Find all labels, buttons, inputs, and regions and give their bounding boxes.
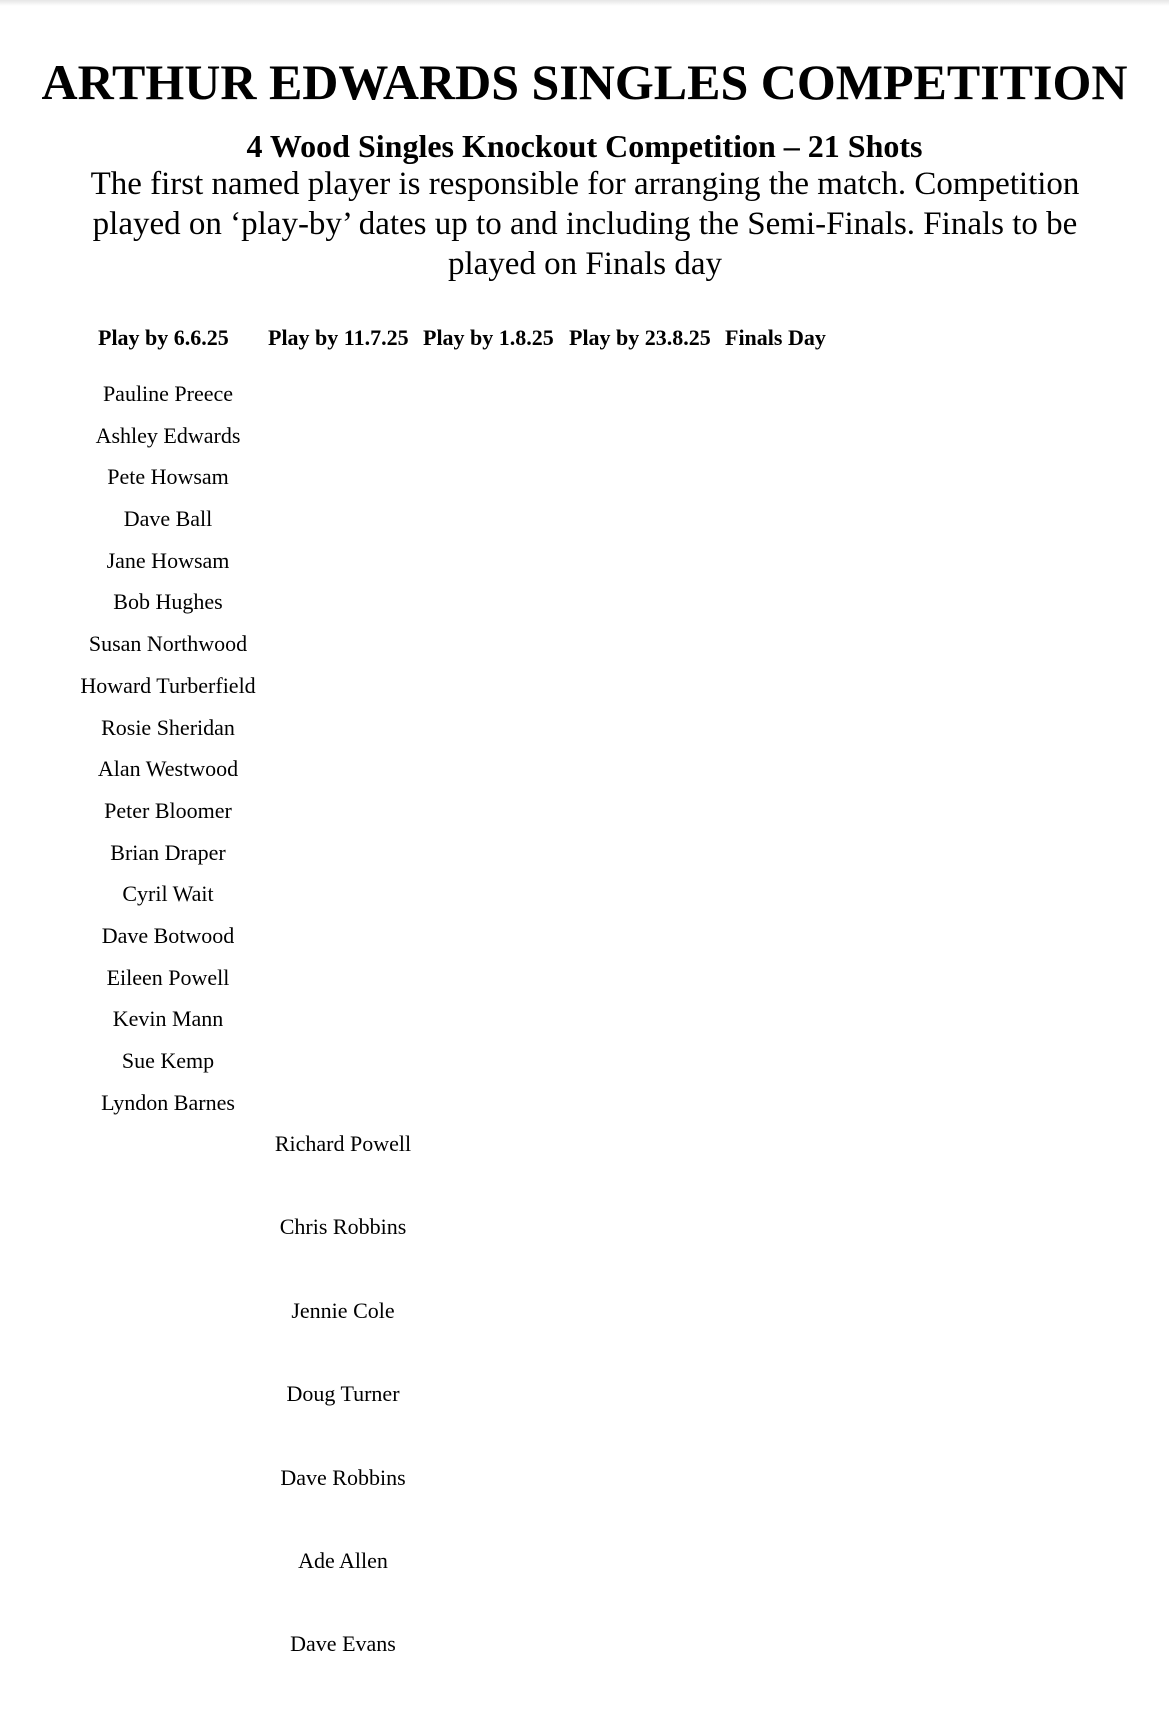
player-name: Cyril Wait bbox=[122, 881, 214, 907]
player-name: Lyndon Barnes bbox=[101, 1089, 235, 1115]
player-name: Dave Botwood bbox=[101, 922, 235, 948]
player-name: Alan Westwood bbox=[97, 756, 239, 782]
player-name: Richard Powell bbox=[274, 1131, 412, 1156]
player-name: Chris Robbins bbox=[279, 1214, 407, 1240]
player-name: Dave Ball bbox=[123, 506, 213, 532]
player-name: Howard Turberfield bbox=[80, 672, 256, 698]
player-name: Pauline Preece bbox=[102, 381, 234, 406]
player-name: Jennie Cole bbox=[291, 1297, 395, 1323]
player-name: Sue Kemp bbox=[121, 1048, 215, 1073]
player-name: Dave Evans bbox=[290, 1631, 396, 1657]
round-header-3: Play by 1.8.25 bbox=[423, 325, 554, 350]
intro-paragraph: The first named player is responsible for arranging the match. Competition played on ‘play-by’ dates up to and including the Semi-Finals. Finals to be played on Finals day bbox=[90, 166, 1080, 282]
player-name: Peter Bloomer bbox=[104, 797, 232, 823]
player-name: Pete Howsam bbox=[107, 464, 229, 490]
player-name: Kevin Mann bbox=[112, 1006, 224, 1032]
player-name: Jane Howsam bbox=[106, 547, 230, 573]
round-header-2: Play by 11.7.25 bbox=[268, 325, 409, 350]
round-header-4: Play by 23.8.25 bbox=[569, 325, 711, 350]
player-name: Ade Allen bbox=[298, 1547, 388, 1573]
player-name: Susan Northwood bbox=[88, 631, 248, 657]
player-name: Dave Robbins bbox=[280, 1464, 406, 1490]
player-name: Brian Draper bbox=[110, 839, 226, 865]
player-name: Bob Hughes bbox=[113, 589, 223, 615]
player-name: Eileen Powell bbox=[106, 964, 230, 990]
page-subtitle: 4 Wood Singles Knockout Competition – 21 Shots bbox=[246, 128, 923, 164]
round-header-finals: Finals Day bbox=[725, 325, 826, 350]
round-headers bbox=[0, 320, 1169, 356]
player-name: Ashley Edwards bbox=[95, 422, 241, 448]
round-header-1: Play by 6.6.25 bbox=[98, 325, 229, 350]
page-title: ARTHUR EDWARDS SINGLES COMPETITION bbox=[41, 54, 1128, 110]
player-name: Doug Turner bbox=[286, 1381, 400, 1407]
round2-player-list bbox=[223, 1123, 463, 1707]
player-name: Rosie Sheridan bbox=[101, 714, 235, 740]
round1-player-list bbox=[48, 373, 288, 1123]
top-edge-shadow bbox=[0, 0, 1169, 6]
